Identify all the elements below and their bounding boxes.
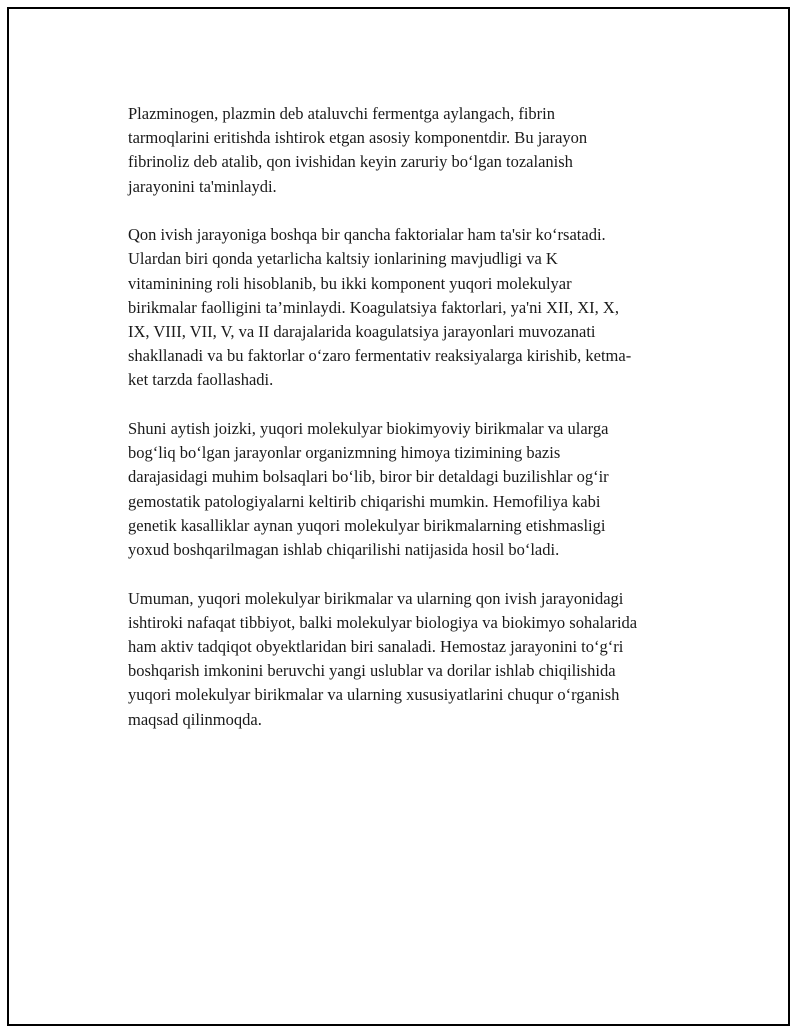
text-line: tarmoqlarini eritishda ishtirok etgan asosiy komponentdir. Bu jarayon: [128, 128, 588, 148]
text-line: maqsad qilinmoqda.: [128, 709, 262, 729]
text-line: darajasidagi muhim bolsaqlari bo‘lib, biror bir detaldagi buzilishlar og‘ir: [128, 467, 609, 487]
text-line: fibrinoliz deb atalib, qon ivishidan keyin zaruriy bo‘lgan tozalanish: [128, 152, 573, 172]
paragraph-2: [128, 223, 698, 392]
paragraph-4: [128, 587, 698, 732]
text-line: Qon ivish jarayoniga boshqa bir qancha faktorialar ham ta'sir ko‘rsatadi.: [128, 225, 606, 245]
text-line: IX, VIII, VII, V, va II darajalarida koagulatsiya jarayonlari muvozanati: [128, 322, 596, 342]
text-line: genetik kasalliklar aynan yuqori molekulyar birikmalarning etishmasligi: [128, 515, 606, 535]
paragraph-3: [128, 417, 698, 562]
text-line: shakllanadi va bu faktorlar o‘zaro fermentativ reaksiyalarga kirishib, ketma-: [128, 346, 632, 366]
text-line: bog‘liq bo‘lgan jarayonlar organizmning himoya tizimining bazis: [128, 443, 561, 463]
text-line: birikmalar faolligini ta’minlaydi. Koagulatsiya faktorlari, ya'ni XII, XI, X,: [128, 297, 619, 317]
text-line: Shuni aytish joizki, yuqori molekulyar biokimyoviy birikmalar va ularga: [128, 419, 609, 439]
text-line: Umuman, yuqori molekulyar birikmalar va ularning qon ivish jarayonidagi: [128, 588, 624, 608]
text-line: ket tarzda faollashadi.: [128, 370, 274, 390]
text-line: ishtiroki nafaqat tibbiyot, balki molekulyar biologiya va biokimyo sohalarida: [128, 612, 638, 632]
text-line: yoxud boshqarilmagan ishlab chiqarilishi natijasida hosil bo‘ladi.: [128, 540, 560, 560]
text-line: Ulardan biri qonda yetarlicha kaltsiy ionlarining mavjudligi va K: [128, 249, 558, 269]
page-frame: [7, 7, 790, 1026]
text-line: boshqarish imkonini beruvchi yangi uslublar va dorilar ishlab chiqilishida: [128, 661, 616, 681]
paragraph-1: [128, 102, 698, 199]
text-line: yuqori molekulyar birikmalar va ularning xususiyatlarini chuqur o‘rganish: [128, 685, 620, 705]
text-line: vitaminining roli hisoblanib, bu ikki komponent yuqori molekulyar: [128, 273, 572, 293]
text-line: jarayonini ta'minlaydi.: [128, 176, 277, 196]
text-line: Plazminogen, plazmin deb ataluvchi fermentga aylangach, fibrin: [128, 104, 556, 123]
text-line: gemostatik patologiyalarni keltirib chiqarishi mumkin. Hemofiliya kabi: [128, 491, 601, 511]
document-body: [128, 102, 698, 756]
text-line: ham aktiv tadqiqot obyektlaridan biri sanaladi. Hemostaz jarayonini to‘g‘ri: [128, 637, 624, 657]
